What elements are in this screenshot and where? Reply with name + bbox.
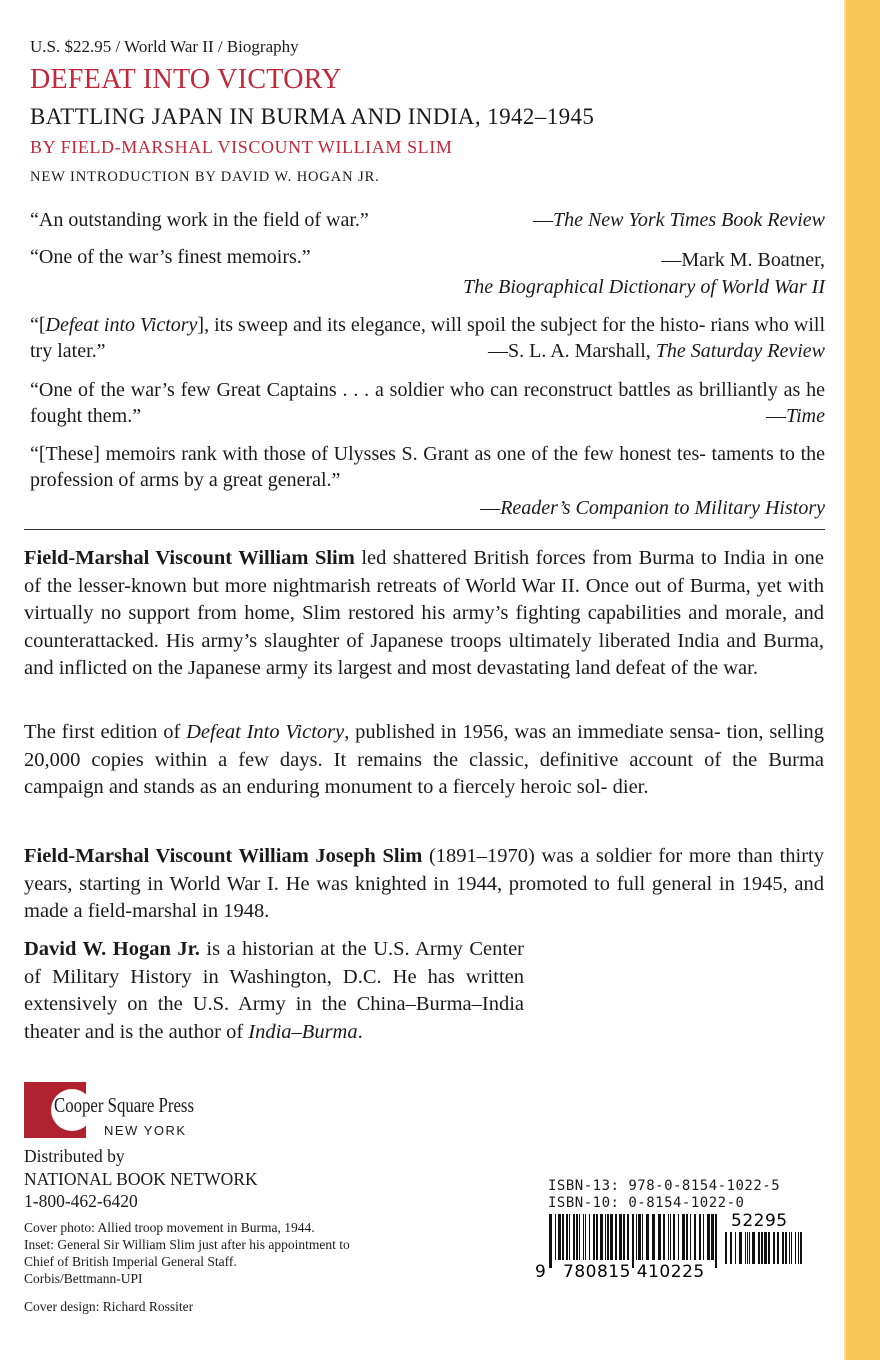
barcode-bar	[711, 1214, 714, 1260]
introduction-credit: NEW INTRODUCTION BY DAVID W. HOGAN JR.	[30, 169, 380, 185]
quote-text: “[Defeat into Victory], its sweep and its elegance, will spoil the subject for the histo- rians who will try later.”	[30, 314, 825, 362]
barcode-bar	[730, 1232, 732, 1264]
barcode-bar	[782, 1232, 784, 1264]
description-paragraph-2: The first edition of Defeat Into Victory, published in 1956, was an immediate sensa- tion, selling 20,000 copies within a few days. It remains the classic, definitive account of the Burma campaign and stands as an enduring monument to a fiercely heroic sol- dier.	[24, 721, 825, 798]
quote-text: “One of the war’s finest memoirs.”	[30, 246, 311, 268]
ean-digits: 780815 410225	[563, 1262, 705, 1282]
isbn-13: ISBN-13: 978-0-8154-1022-5	[548, 1178, 781, 1194]
price-addon-digits: 52295	[731, 1211, 788, 1231]
barcode-bar	[646, 1214, 649, 1260]
barcode-bar	[636, 1214, 637, 1260]
photo-credits: Cover photo: Allied troop movement in Burma, 1944. Inset: General Sir William Slim just after his appointment to Chief of British Imperial General Staff. Corbis/Bettmann-UPI	[24, 1220, 350, 1286]
quote-attribution: —The New York Times Book Review	[532, 209, 825, 231]
barcode-bar	[623, 1214, 625, 1260]
barcode-bar	[789, 1232, 790, 1264]
barcode-bar	[576, 1214, 578, 1260]
distributor-name: NATIONAL BOOK NETWORK	[24, 1168, 258, 1189]
divider-rule	[24, 529, 825, 530]
barcode-bar	[615, 1214, 617, 1260]
barcode-bar	[798, 1232, 799, 1264]
quote-attribution: —Time	[766, 405, 825, 427]
barcode-bar	[632, 1214, 634, 1268]
barcode-bar	[745, 1232, 746, 1264]
book-title: DEFEAT INTO VICTORY	[30, 64, 342, 95]
barcode-bar	[773, 1232, 775, 1264]
description-paragraph-1: Field-Marshal Viscount William Slim led shattered British forces from Burma to India in one of the lesser-known but more nightmarish retreats of World War II. Once out of Burma, yet with virtually no support from home, Slim restored his army’s fighting capabilities and morale, and counterattacked. His army’s slaughter of Japanese troops ultimately liberated India and Burma, and inflicted on the Japanese army its largest and most devastating land defeat of the war.	[24, 547, 825, 679]
barcode-bar	[600, 1214, 603, 1260]
barcode-bar	[800, 1232, 802, 1264]
barcode-bar	[686, 1214, 688, 1260]
barcode-bar	[752, 1232, 755, 1264]
quote-text: “An outstanding work in the field of war.”	[30, 209, 369, 231]
quote-source: The Biographical Dictionary of World War II	[463, 276, 825, 298]
review-quote-5	[30, 441, 825, 521]
barcode-bar	[652, 1214, 655, 1260]
barcode-bar	[593, 1214, 595, 1260]
barcode-bar	[579, 1214, 580, 1260]
isbn-10: ISBN-10: 0-8154-1022-0	[548, 1195, 745, 1211]
barcode-bar	[764, 1232, 767, 1264]
ean-first-digit: 9	[535, 1262, 546, 1282]
barcode-bar	[747, 1232, 748, 1264]
barcode-bar	[673, 1214, 675, 1260]
barcode-bar	[562, 1214, 564, 1260]
barcode-bar	[610, 1214, 613, 1260]
review-quote-2	[30, 244, 825, 300]
barcode-bar	[725, 1232, 727, 1264]
review-quote-3	[30, 312, 825, 364]
ean-barcode-bars	[549, 1214, 717, 1268]
barcode-bar	[795, 1232, 796, 1264]
barcode-bar	[791, 1232, 792, 1264]
barcode-bar	[694, 1214, 696, 1260]
barcode-bar	[785, 1232, 787, 1264]
barcode-bar	[627, 1214, 629, 1260]
publisher-name: Cooper Square Press	[54, 1093, 194, 1117]
barcode-bar	[555, 1214, 556, 1260]
distributed-by-label: Distributed by	[24, 1146, 125, 1166]
quote-text: “[These] memoirs rank with those of Ulysses S. Grant as one of the few honest tes- taments to the profession of arms by a great general.”	[30, 443, 825, 491]
barcode-bar	[585, 1214, 586, 1260]
review-quote-4	[30, 377, 825, 429]
barcode-bar	[670, 1214, 671, 1260]
cover-design-credit: Cover design: Richard Rossiter	[24, 1299, 194, 1314]
barcode-bar	[758, 1232, 760, 1264]
barcode-bar	[569, 1214, 570, 1260]
barcode-bar	[583, 1214, 584, 1260]
barcode-bar	[607, 1214, 609, 1260]
barcode-bar	[663, 1214, 665, 1260]
barcode-bar	[715, 1214, 717, 1268]
barcode-bar	[549, 1214, 552, 1268]
barcode-bar	[619, 1214, 622, 1260]
quote-source: The Saturday Review	[655, 340, 825, 362]
review-quote-1	[30, 207, 825, 233]
quote-source: The New York Times Book Review	[552, 209, 825, 231]
price-addon-bars	[725, 1232, 802, 1264]
barcode-bar	[690, 1214, 691, 1260]
barcode	[535, 1210, 815, 1285]
publisher-city: NEW YORK	[104, 1123, 187, 1138]
quote-attribution: —S. L. A. Marshall, The Saturday Review	[488, 340, 825, 362]
price-category: U.S. $22.95 / World War II / Biography	[30, 37, 299, 56]
barcode-bar	[678, 1214, 679, 1260]
barcode-bar	[638, 1214, 641, 1260]
quote-text: “One of the war’s few Great Captains . . . a soldier who can reconstruct battles as brilliantly as he fought them.”	[30, 379, 825, 427]
author-bio: Field-Marshal Viscount William Joseph Slim (1891–1970) was a soldier for more than thirty years, starting in World War I. He was knighted in 1944, promoted to full general in 1945, and made a field-marshal in 1948.	[24, 845, 824, 922]
barcode-bar	[707, 1214, 710, 1260]
book-subtitle: BATTLING JAPAN IN BURMA AND INDIA, 1942–1945	[30, 104, 595, 129]
barcode-bar	[699, 1214, 701, 1260]
barcode-bar	[777, 1232, 779, 1264]
book-author: BY FIELD-MARSHAL VISCOUNT WILLIAM SLIM	[30, 137, 453, 157]
barcode-bar	[735, 1232, 736, 1264]
introduction-author-bio: David W. Hogan Jr. is a historian at the U.S. Army Center of Military History in Washington, D.C. He has written extensively on the U.S. Army in the China–Burma–India theater and is the author of India–Burma.	[24, 938, 524, 1043]
distribution-info	[24, 1145, 258, 1213]
isbn-block	[548, 1178, 780, 1212]
barcode-bar	[749, 1232, 750, 1264]
distributor-phone: 1-800-462-6420	[24, 1191, 138, 1211]
book-spine	[846, 0, 880, 1360]
barcode-bar	[596, 1214, 598, 1260]
barcode-bar	[739, 1232, 742, 1264]
barcode-bar	[589, 1214, 590, 1260]
quote-attribution: —Reader’s Companion to Military History	[480, 497, 825, 519]
barcode-bar	[703, 1214, 704, 1260]
quote-attribution: —Mark M. Boatner,	[661, 249, 825, 271]
barcode-bar	[566, 1214, 568, 1260]
barcode-bar	[605, 1214, 606, 1260]
barcode-bar	[658, 1214, 661, 1260]
barcode-bar	[668, 1214, 669, 1260]
quote-source: Time	[786, 405, 825, 427]
barcode-bar	[558, 1214, 561, 1260]
barcode-bar	[642, 1214, 643, 1260]
barcode-bar	[682, 1214, 685, 1260]
barcode-bar	[573, 1214, 575, 1260]
quote-source: Reader’s Companion to Military History	[500, 497, 825, 519]
barcode-bar	[768, 1232, 770, 1264]
barcode-bar	[761, 1232, 763, 1264]
